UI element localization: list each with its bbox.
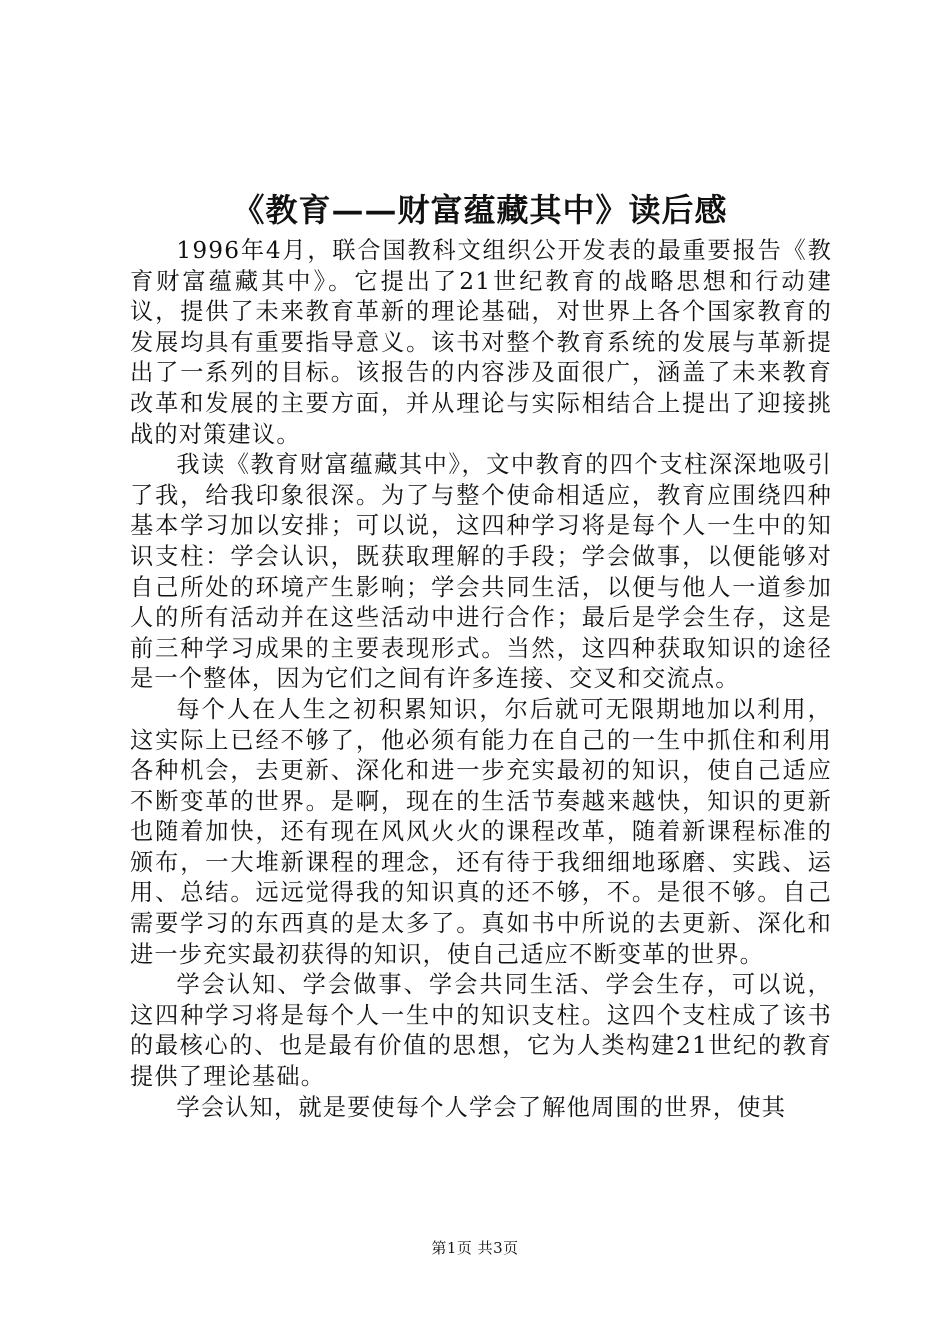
paragraph-5: 学会认知，就是要使每个人学会了解他周围的世界，使其 [176, 1093, 787, 1121]
paragraph-1: 1996年4月，联合国教科文组织公开发表的最重要报告《教育财富蕴藏其中》。它提出了21世纪教育的战略思想和行动建议，提供了未来教育革新的理论基础，对世界上各个国家教育的发展均具有重要指导意义。该书对整个教育系统的发展与革新提出了一系列的目标。该报告的内容涉及面很广，涵盖了未来教育改革和发展的主要方面，并从理论与实际相结合上提出了迎接挑战的对策建议。 [130, 237, 832, 448]
page-footer: 第1页 共3页 [431, 1239, 519, 1257]
paragraph-3: 每个人在人生之初积累知识，尔后就可无限期地加以利用，这实际上已经不够了，他必须有能力在自己的一生中抓住和利用各种机会，去更新、深化和进一步充实最初的知识，使自己适应不断变革的世界。是啊，现在的生活节奏越来越快，知识的更新也随着加快，还有现在风风火火的课程改革，随着新课程标准的颁布，一大堆新课程的理念，还有待于我细细地琢磨、实践、运用、总结。远远觉得我的知识真的还不够，不。是很不够。自己需要学习的东西真的是太多了。真如书中所说的去更新、深化和进一步充实最初获得的知识，使自己适应不断变革的世界。 [130, 695, 832, 968]
paragraph-4: 学会认知、学会做事、学会共同生活、学会生存，可以说，这四种学习将是每个人一生中的知识支柱。这四个支柱成了该书的最核心的、也是最有价值的思想，它为人类构建21世纪的教育提供了理论基础。 [130, 971, 832, 1091]
paragraph-2: 我读《教育财富蕴藏其中》，文中教育的四个支柱深深地吸引了我，给我印象很深。为了与整个使命相适应，教育应围绕四种基本学习加以安排；可以说，这四种学习将是每个人一生中的知识支柱：学会认识，既获取理解的手段；学会做事，以便能够对自己所处的环境产生影响；学会共同生活，以便与他人一道参加人的所有活动并在这些活动中进行合作；最后是学会生存，这是前三种学习成果的主要表现形式。当然，这四种获取知识的途径是一个整体，因为它们之间有许多连接、交叉和交流点。 [130, 451, 832, 693]
document-body [130, 236, 832, 1123]
document-title: 《教育——财富蕴藏其中》读后感 [232, 191, 728, 229]
